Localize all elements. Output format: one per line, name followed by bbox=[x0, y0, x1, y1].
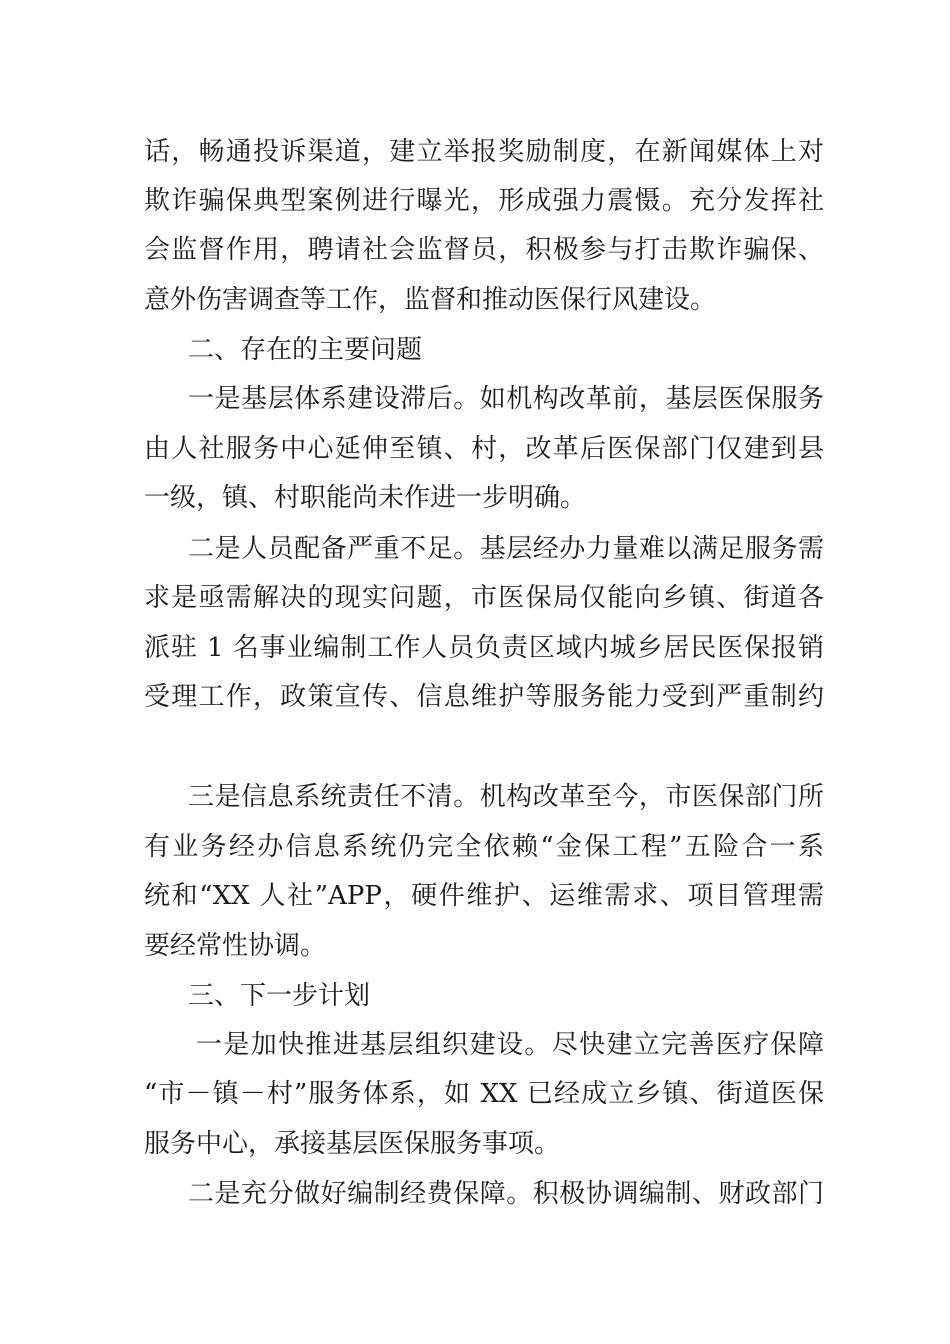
section-heading: 三、下一步计划 bbox=[188, 981, 371, 1011]
text-line: 欺诈骗保典型案例进行曝光，形成强力震慑。充分发挥社 bbox=[144, 186, 824, 216]
text-line: 要经常性协调。 bbox=[144, 931, 327, 961]
text-line: 一是加快推进基层组织建设。尽快建立完善医疗保障 bbox=[196, 1030, 824, 1060]
text-line: 受理工作，政策宣传、信息维护等服务能力受到严重制约 bbox=[144, 682, 824, 712]
text-line: 一级，镇、村职能尚未作进一步明确。 bbox=[144, 483, 587, 513]
text-line: 有业务经办信息系统仍完全依赖“金保工程”五险合一系 bbox=[144, 832, 824, 862]
text-line: 会监督作用，聘请社会监督员，积极参与打击欺诈骗保、 bbox=[144, 235, 824, 265]
text-line: 二是人员配备严重不足。基层经办力量难以满足服务需 bbox=[188, 534, 824, 564]
text-line: 意外伤害调查等工作，监督和推动医保行风建设。 bbox=[144, 285, 717, 315]
section-heading: 二、存在的主要问题 bbox=[188, 335, 423, 365]
text-line: 派驻 1 名事业编制工作人员负责区域内城乡居民医保报销 bbox=[144, 633, 824, 663]
text-line: 由人社服务中心延伸至镇、村，改革后医保部门仅建到县 bbox=[144, 434, 824, 464]
text-line: “市－镇－村”服务体系，如 XX 已经成立乡镇、街道医保 bbox=[144, 1079, 824, 1109]
text-line: 服务中心，承接基层医保服务事项。 bbox=[144, 1129, 561, 1159]
text-line: 二是充分做好编制经费保障。积极协调编制、财政部门 bbox=[188, 1179, 824, 1209]
text-line: 三是信息系统责任不清。机构改革至今，市医保部门所 bbox=[188, 782, 824, 812]
text-line: 统和“XX 人社”APP，硬件维护、运维需求、项目管理需 bbox=[144, 881, 824, 911]
text-line: 话，畅通投诉渠道，建立举报奖励制度，在新闻媒体上对 bbox=[144, 137, 824, 167]
text-line: 一是基层体系建设滞后。如机构改革前，基层医保服务 bbox=[188, 384, 824, 414]
text-line: 求是亟需解决的现实问题，市医保局仅能向乡镇、街道各 bbox=[144, 583, 824, 613]
